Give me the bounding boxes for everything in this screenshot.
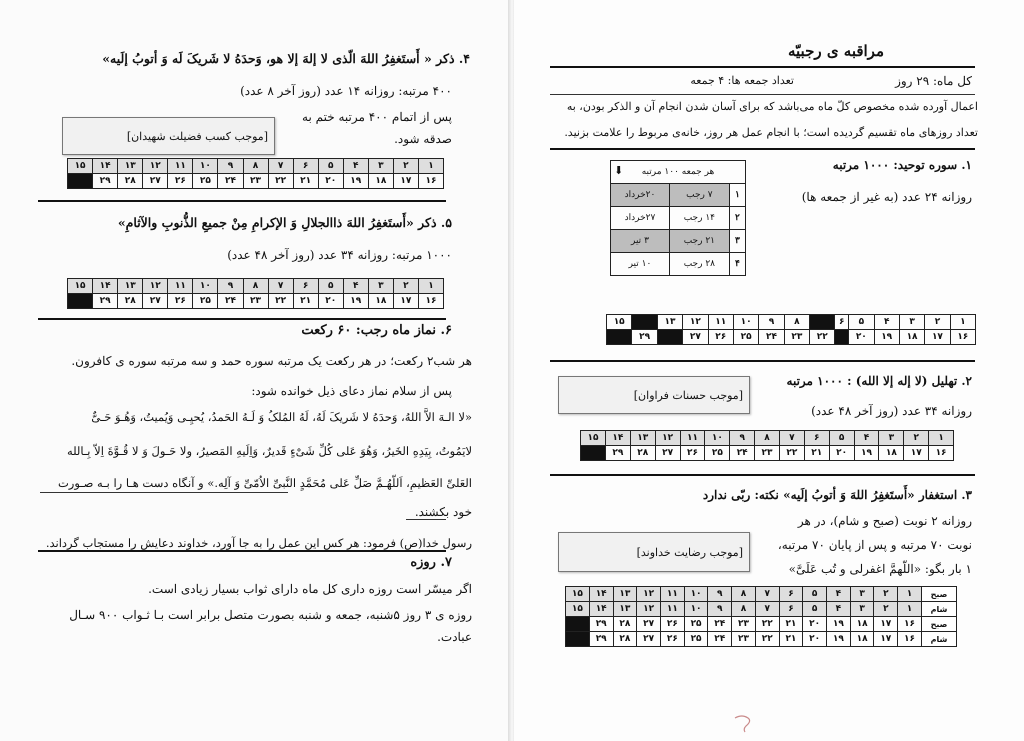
day-cell[interactable]: ۲۰ (829, 446, 854, 461)
day-cell[interactable]: ۱۴ (589, 602, 613, 617)
friday-row[interactable] (611, 230, 746, 253)
day-cell[interactable]: ۲۲ (268, 294, 293, 309)
blocked-day-cell[interactable] (810, 315, 835, 330)
day-cell[interactable]: ۳ (850, 587, 874, 602)
day-cell[interactable]: ۱۹ (874, 330, 899, 345)
day-cell[interactable]: ۸ (243, 159, 268, 174)
day-cell[interactable]: ۲۳ (243, 294, 268, 309)
day-cell[interactable]: ۱۷ (925, 330, 950, 345)
down-arrow-icon: ⬇ (614, 164, 624, 177)
left-page (0, 0, 510, 741)
day-cell[interactable]: ۱۵ (566, 587, 590, 602)
day-cell[interactable]: ۱۱ (660, 587, 684, 602)
friday-cell[interactable]: ۴ (729, 253, 745, 276)
day-cell[interactable]: ۲۳ (784, 330, 809, 345)
day-cell[interactable]: ۱۶ (418, 294, 443, 309)
day-cell[interactable]: ۱۰ (193, 279, 218, 294)
grid-row (581, 446, 954, 461)
day-cell[interactable]: ۲۴ (730, 446, 755, 461)
day-cell[interactable]: ۲ (874, 587, 898, 602)
day-cell[interactable]: ۲۵ (733, 330, 758, 345)
friday-cell[interactable]: ۳ (729, 230, 745, 253)
s3-line3: ۱ بار بگو: «اللّهمَّ اغفرلی و تُب عَلَیَّ» (788, 562, 972, 576)
friday-count: تعداد جمعه ها: ۴ جمعه (690, 74, 794, 87)
day-cell[interactable]: ۲۷ (143, 174, 168, 189)
day-cell[interactable]: ۹ (218, 159, 243, 174)
day-cell[interactable]: ۲۲ (268, 174, 293, 189)
day-cell[interactable]: ۵ (849, 315, 874, 330)
grid-row (566, 602, 957, 617)
day-cell[interactable]: ۲۵ (684, 632, 708, 647)
blocked-day-cell[interactable] (68, 174, 93, 189)
day-cell[interactable]: ۳ (368, 279, 393, 294)
day-cell[interactable]: ۲ (393, 279, 418, 294)
day-cell[interactable]: ۲۹ (93, 174, 118, 189)
day-cell[interactable]: ۲۲ (810, 330, 835, 345)
friday-row[interactable] (611, 184, 746, 207)
day-cell[interactable]: ۱ (418, 159, 443, 174)
day-cell[interactable]: ۱۱ (660, 602, 684, 617)
s6-dua-line2: لایَمُوتُ، بِیَدِهِ الخَیرُ، وَهُوَ عَلی کُلِّ شَیْءٍ قَدیرٌ، وَاِلَیهِ المَصیرُ، ولا حَـولَ وَ لا قُـوَّةَ اِلاّ بِـالله (66, 444, 472, 458)
page-title: مراقبه ی رجبیّه (787, 42, 884, 60)
day-cell[interactable]: ۲۰ (849, 330, 874, 345)
day-cell[interactable]: ۲۴ (708, 617, 732, 632)
day-cell[interactable]: ۸ (732, 587, 756, 602)
day-cell[interactable]: ۲۵ (193, 294, 218, 309)
day-cell[interactable]: ۱۵ (68, 159, 93, 174)
s6-hadith: رسول خدا(ص) فرمود: هر کس این عمل را به جا آورد، خداوند دعایش را مستجاب گرداند. (45, 536, 472, 550)
grid-row (607, 315, 976, 330)
s4-line2: پس از اتمام ۴۰۰ مرتبه ختم به (302, 110, 452, 124)
day-cell[interactable]: ۲۰ (318, 294, 343, 309)
day-cell[interactable]: ۱۹ (854, 446, 879, 461)
s2-tracking-grid (580, 430, 954, 461)
day-cell[interactable]: ۲۴ (708, 632, 732, 647)
day-cell[interactable]: ۷ (268, 279, 293, 294)
day-cell[interactable]: ۱۳ (657, 315, 682, 330)
day-cell[interactable]: ۳ (850, 602, 874, 617)
day-cell[interactable]: ۶ (779, 587, 803, 602)
day-cell[interactable]: ۱۰ (733, 315, 758, 330)
friday-table (610, 160, 746, 276)
day-cell[interactable]: ۲۵ (193, 174, 218, 189)
day-cell[interactable]: ۹ (708, 602, 732, 617)
s7-title: ۷. روزه (410, 555, 452, 570)
day-cell[interactable]: ۱۶ (898, 632, 922, 647)
friday-cell[interactable]: ۱۰ تیر (611, 253, 670, 276)
day-cell[interactable]: ۱۶ (929, 446, 954, 461)
day-cell[interactable]: ۵ (803, 587, 827, 602)
day-cell[interactable]: ۴ (827, 602, 851, 617)
divider (550, 94, 975, 95)
day-cell[interactable]: ۲۰ (318, 174, 343, 189)
grid-row-label: صبح (921, 587, 956, 602)
day-cell[interactable]: ۲۲ (755, 617, 779, 632)
blocked-day-cell[interactable] (566, 632, 590, 647)
s6-dua-line1: «لا الـهَ الاَّ اللهُ، وَحدَهُ لا شَریکَ لَهُ، لَهُ المُلکُ وَ لَـهُ الحَمدُ، یُحیِـی وَیُمیتُ، وَهُـوَ حَـیٌّ (91, 410, 472, 424)
blocked-day-cell[interactable] (566, 617, 590, 632)
grid-row (68, 279, 444, 294)
day-cell[interactable]: ۱۰ (684, 587, 708, 602)
divider (38, 318, 446, 320)
day-cell[interactable]: ۲۹ (589, 632, 613, 647)
s3-line1: روزانه ۲ نوبت (صبح و شام)، در هر (797, 514, 972, 528)
s4-line1: ۴۰۰ مرتبه: روزانه ۱۴ عدد (روز آخر ۸ عدد) (240, 84, 452, 98)
grid-row-label: شام (921, 632, 956, 647)
day-cell[interactable]: ۱۶ (898, 617, 922, 632)
friday-cell[interactable]: ۲۷خرداد (611, 207, 670, 230)
s6-line1: هر شب۲ رکعت؛ در هر رکعت یک مرتبه سوره حمد و سه مرتبه سوره ی کافرون. (71, 354, 472, 368)
day-cell[interactable]: ۷ (755, 602, 779, 617)
divider (550, 360, 975, 362)
day-cell[interactable]: ۹ (759, 315, 784, 330)
day-cell[interactable]: ۱۷ (393, 294, 418, 309)
day-cell[interactable]: ۲ (393, 159, 418, 174)
right-page (514, 0, 1024, 741)
s6-line2: پس از سلام نماز دعای ذیل خوانده شود: (251, 384, 452, 398)
intro-line1: اعمال آورده شده مخصوص کلّ ماه می‌باشد که برای آسان شدن انجام آن و الذکر بودن، به (566, 100, 978, 113)
day-cell[interactable]: ۱ (418, 279, 443, 294)
day-cell[interactable]: ۱۷ (874, 632, 898, 647)
day-cell[interactable]: ۵ (803, 602, 827, 617)
day-cell[interactable]: ۲۹ (93, 294, 118, 309)
friday-row[interactable] (611, 253, 746, 276)
day-cell[interactable]: ۲۹ (589, 617, 613, 632)
day-cell[interactable]: ۱۹ (827, 632, 851, 647)
s6-dua-line3: العَلیِّ العَظیمِ، اَللّهُـمَّ صَلِّ عَلی مُحَمَّدٍ النَّبیِّ الاُمّیِّ وَ آلِه.» و آنگاه دست هـا را بـه صـورت (57, 476, 472, 490)
day-cell[interactable]: ۷ (755, 587, 779, 602)
day-cell[interactable]: ۱۱ (168, 159, 193, 174)
underline (406, 519, 446, 520)
day-cell[interactable]: ۲۲ (779, 446, 804, 461)
divider (550, 474, 975, 476)
pen-mark-icon (732, 712, 758, 734)
s3-tracking-grid (565, 586, 957, 647)
friday-cell[interactable]: ۱ (729, 184, 745, 207)
s6-dua-line4: خود بکشند. (414, 505, 472, 519)
day-cell[interactable]: ۸ (732, 602, 756, 617)
s7-line3: عبادت. (437, 630, 472, 644)
s3-virtue-badge: [موجب رضایت خداوند] (558, 532, 750, 572)
friday-cell[interactable]: ۲۰خرداد (611, 184, 670, 207)
day-cell[interactable]: ۱۴ (93, 279, 118, 294)
day-cell[interactable]: ۱۰ (705, 431, 730, 446)
grid-row (566, 632, 957, 647)
day-cell[interactable]: ۱ (950, 315, 975, 330)
day-cell[interactable]: ۲۱ (779, 617, 803, 632)
s5-line1: ۱۰۰۰ مرتبه: روزانه ۳۴ عدد (روز آخر ۴۸ عدد) (227, 248, 452, 262)
s2-title: ۲. تهلیل (لا إله إلا الله) : ۱۰۰۰ مرتبه (786, 374, 972, 388)
day-cell[interactable]: ۱۴ (589, 587, 613, 602)
day-cell[interactable]: ۲۴ (218, 174, 243, 189)
day-cell[interactable]: ۱۷ (393, 174, 418, 189)
friday-table-header (611, 161, 746, 184)
day-cell[interactable]: ۱۶ (950, 330, 975, 345)
blocked-day-cell[interactable] (657, 330, 682, 345)
day-cell[interactable]: ۲۹ (632, 330, 657, 345)
day-cell[interactable]: ۵ (829, 431, 854, 446)
day-cell[interactable]: ۱۰ (193, 159, 218, 174)
friday-cell[interactable]: ۷ رجب (669, 184, 729, 207)
friday-cell[interactable]: ۳ تیر (611, 230, 670, 253)
day-cell[interactable]: ۲۳ (243, 174, 268, 189)
day-cell[interactable]: ۱۱ (168, 279, 193, 294)
day-cell[interactable]: ۲ (904, 431, 929, 446)
intro-line2: تعداد روزهای ماه تقسیم گردیده است؛ با انجام عمل هر روز، خانه‌ی مربوط را علامت بزنید. (564, 126, 978, 139)
day-cell[interactable]: ۲۳ (755, 446, 780, 461)
day-cell[interactable]: ۱۳ (118, 279, 143, 294)
day-cell[interactable]: ۲۶ (660, 617, 684, 632)
day-cell[interactable]: ۹ (218, 279, 243, 294)
day-cell[interactable]: ۱۸ (368, 174, 393, 189)
day-cell[interactable]: ۶ (779, 602, 803, 617)
day-cell[interactable]: ۱۸ (879, 446, 904, 461)
day-cell[interactable]: ۲۲ (755, 632, 779, 647)
day-cell[interactable]: ۲۷ (683, 330, 708, 345)
day-cell[interactable]: ۶ (835, 315, 849, 330)
day-cell[interactable]: ۲۰ (803, 617, 827, 632)
day-cell[interactable]: ۲۸ (613, 617, 637, 632)
blocked-day-cell[interactable] (607, 330, 632, 345)
s1-tracking-grid (606, 314, 976, 345)
blocked-day-cell[interactable] (68, 294, 93, 309)
day-cell[interactable]: ۲۶ (708, 330, 733, 345)
day-cell[interactable]: ۱۳ (118, 159, 143, 174)
day-cell[interactable]: ۴ (827, 587, 851, 602)
s3-line2: نوبت ۷۰ مرتبه و پس از پایان ۷۰ مرتبه، (777, 538, 972, 552)
day-cell[interactable]: ۱۲ (637, 587, 661, 602)
day-cell[interactable]: ۱۱ (708, 315, 733, 330)
day-cell[interactable]: ۴ (343, 159, 368, 174)
day-cell[interactable]: ۲۴ (218, 294, 243, 309)
day-cell[interactable]: ۱ (898, 602, 922, 617)
day-cell[interactable]: ۲۶ (680, 446, 705, 461)
day-cell[interactable]: ۸ (784, 315, 809, 330)
day-cell[interactable]: ۲۶ (168, 174, 193, 189)
divider (550, 66, 975, 68)
s2-line1: روزانه ۳۴ عدد (روز آخر ۴۸ عدد) (811, 404, 972, 418)
s3-title: ۳. استغفار «أَستَغفِرُ اللهَ وَ أتوبُ إلَیه» نکته: ربّی ندارد (702, 488, 972, 502)
day-cell[interactable]: ۲۱ (779, 632, 803, 647)
month-days: کل ماه: ۲۹ روز (895, 74, 972, 88)
day-cell[interactable]: ۹ (708, 587, 732, 602)
s2-virtue-badge: [موجب حسنات فراوان] (558, 376, 750, 414)
grid-row (566, 587, 957, 602)
grid-row-label: شام (921, 602, 956, 617)
day-cell[interactable]: ۲۱ (293, 294, 318, 309)
day-cell[interactable]: ۱۵ (566, 602, 590, 617)
day-cell[interactable]: ۱۷ (874, 617, 898, 632)
day-cell[interactable]: ۲۷ (655, 446, 680, 461)
day-cell[interactable]: ۲۸ (118, 294, 143, 309)
day-cell[interactable]: ۸ (243, 279, 268, 294)
blocked-day-cell[interactable] (632, 315, 657, 330)
day-cell[interactable]: ۱۹ (827, 617, 851, 632)
day-cell[interactable]: ۱۳ (613, 587, 637, 602)
grid-row (68, 294, 444, 309)
s4-title: ۴. ذکر « أَستَغفِرُ اللهَ الّذی لا إلهَ إلا هو، وَحدَهُ لا شَریکَ لَه وَ أتوبُ إلَیه» (102, 51, 470, 66)
day-cell[interactable]: ۲۸ (118, 174, 143, 189)
grid-row (581, 431, 954, 446)
friday-cell[interactable]: ۲۸ رجب (669, 253, 729, 276)
day-cell[interactable]: ۱۹ (343, 294, 368, 309)
day-cell[interactable]: ۲ (925, 315, 950, 330)
day-cell[interactable]: ۳ (368, 159, 393, 174)
day-cell[interactable]: ۲۱ (293, 174, 318, 189)
day-cell[interactable]: ۱ (929, 431, 954, 446)
day-cell[interactable]: ۱۶ (418, 174, 443, 189)
day-cell[interactable]: ۱۵ (607, 315, 632, 330)
day-cell[interactable]: ۲۱ (804, 446, 829, 461)
s6-title: ۶. نماز ماه رجب: ۶۰ رکعت (301, 323, 452, 338)
grid-row-label: صبح (921, 617, 956, 632)
day-cell[interactable]: ۹ (730, 431, 755, 446)
day-cell[interactable]: ۱۴ (605, 431, 630, 446)
friday-table-title: هر جمعه ۱۰۰ مرتبه ⬇ (611, 161, 746, 184)
day-cell[interactable]: ۲۵ (705, 446, 730, 461)
day-cell[interactable]: ۲۵ (684, 617, 708, 632)
day-cell[interactable]: ۲۹ (605, 446, 630, 461)
day-cell[interactable]: ۳ (879, 431, 904, 446)
day-cell[interactable]: ۷ (779, 431, 804, 446)
day-cell[interactable]: ۱۵ (581, 431, 606, 446)
day-cell[interactable]: ۲۸ (630, 446, 655, 461)
day-cell[interactable]: ۲۷ (637, 632, 661, 647)
day-cell[interactable]: ۳ (899, 315, 924, 330)
s7-line1: اگر میسّر است روزه داری کل ماه دارای ثواب بسیار زیادی است. (148, 582, 472, 596)
day-cell[interactable]: ۲۳ (732, 617, 756, 632)
day-cell[interactable]: ۲۰ (803, 632, 827, 647)
friday-row[interactable] (611, 207, 746, 230)
day-cell[interactable]: ۲۶ (660, 632, 684, 647)
day-cell[interactable]: ۱۱ (680, 431, 705, 446)
day-cell[interactable]: ۴ (854, 431, 879, 446)
friday-cell[interactable]: ۲۱ رجب (669, 230, 729, 253)
s4-tracking-grid (67, 158, 444, 189)
underline (40, 492, 288, 493)
day-cell[interactable]: ۱۲ (637, 602, 661, 617)
s5-tracking-grid (67, 278, 444, 309)
day-cell[interactable]: ۱۸ (850, 632, 874, 647)
day-cell[interactable]: ۷ (268, 159, 293, 174)
day-cell[interactable]: ۲۸ (613, 632, 637, 647)
day-cell[interactable]: ۴ (343, 279, 368, 294)
day-cell[interactable]: ۸ (755, 431, 780, 446)
grid-row (566, 617, 957, 632)
s7-line2: روزه ی ۳ روز ۵شنبه، جمعه و شنبه بصورت متصل برابر است بـا ثـواب ۹۰۰ سـال (69, 608, 472, 622)
day-cell[interactable]: ۱۰ (684, 602, 708, 617)
day-cell[interactable]: ۱۸ (850, 617, 874, 632)
day-cell[interactable]: ۱۲ (655, 431, 680, 446)
s4-virtue-badge: [موجب کسب فضیلت شهیدان] (62, 117, 275, 155)
day-cell[interactable]: ۱۳ (613, 602, 637, 617)
grid-row (68, 174, 444, 189)
grid-row (607, 330, 976, 345)
s5-title: ۵. ذکر «أَستَغفِرُ اللهَ ذاالجلالِ وَ الإکرامِ مِنْ جمیعِ الذُّنوبِ والآثامِ» (117, 215, 452, 230)
blocked-day-cell[interactable] (835, 330, 849, 345)
day-cell[interactable]: ۱۹ (343, 174, 368, 189)
s1-line1: روزانه ۲۴ عدد (به غیر از جمعه ها) (801, 190, 972, 204)
day-cell[interactable]: ۲۷ (143, 294, 168, 309)
day-cell[interactable]: ۱۲ (143, 279, 168, 294)
day-cell[interactable]: ۱۸ (368, 294, 393, 309)
day-cell[interactable]: ۴ (874, 315, 899, 330)
day-cell[interactable]: ۶ (804, 431, 829, 446)
blocked-day-cell[interactable] (581, 446, 606, 461)
day-cell[interactable]: ۱۸ (899, 330, 924, 345)
day-cell[interactable]: ۲۷ (637, 617, 661, 632)
day-cell[interactable]: ۱۲ (143, 159, 168, 174)
friday-cell[interactable]: ۲ (729, 207, 745, 230)
day-cell[interactable]: ۵ (318, 159, 343, 174)
s4-line3: صدقه شود. (394, 132, 452, 146)
day-cell[interactable]: ۶ (293, 159, 318, 174)
divider (38, 200, 446, 202)
day-cell[interactable]: ۲۶ (168, 294, 193, 309)
day-cell[interactable]: ۲۳ (732, 632, 756, 647)
day-cell[interactable]: ۲ (874, 602, 898, 617)
s1-title: ۱. سوره توحید: ۱۰۰۰ مرتبه (832, 158, 972, 172)
day-cell[interactable]: ۱۲ (683, 315, 708, 330)
day-cell[interactable]: ۱۳ (630, 431, 655, 446)
day-cell[interactable]: ۲۴ (759, 330, 784, 345)
grid-row (68, 159, 444, 174)
friday-cell[interactable]: ۱۴ رجب (669, 207, 729, 230)
day-cell[interactable]: ۶ (293, 279, 318, 294)
divider (550, 148, 975, 150)
day-cell[interactable]: ۵ (318, 279, 343, 294)
divider (38, 550, 446, 552)
day-cell[interactable]: ۱۷ (904, 446, 929, 461)
day-cell[interactable]: ۱۵ (68, 279, 93, 294)
day-cell[interactable]: ۱ (898, 587, 922, 602)
day-cell[interactable]: ۱۴ (93, 159, 118, 174)
